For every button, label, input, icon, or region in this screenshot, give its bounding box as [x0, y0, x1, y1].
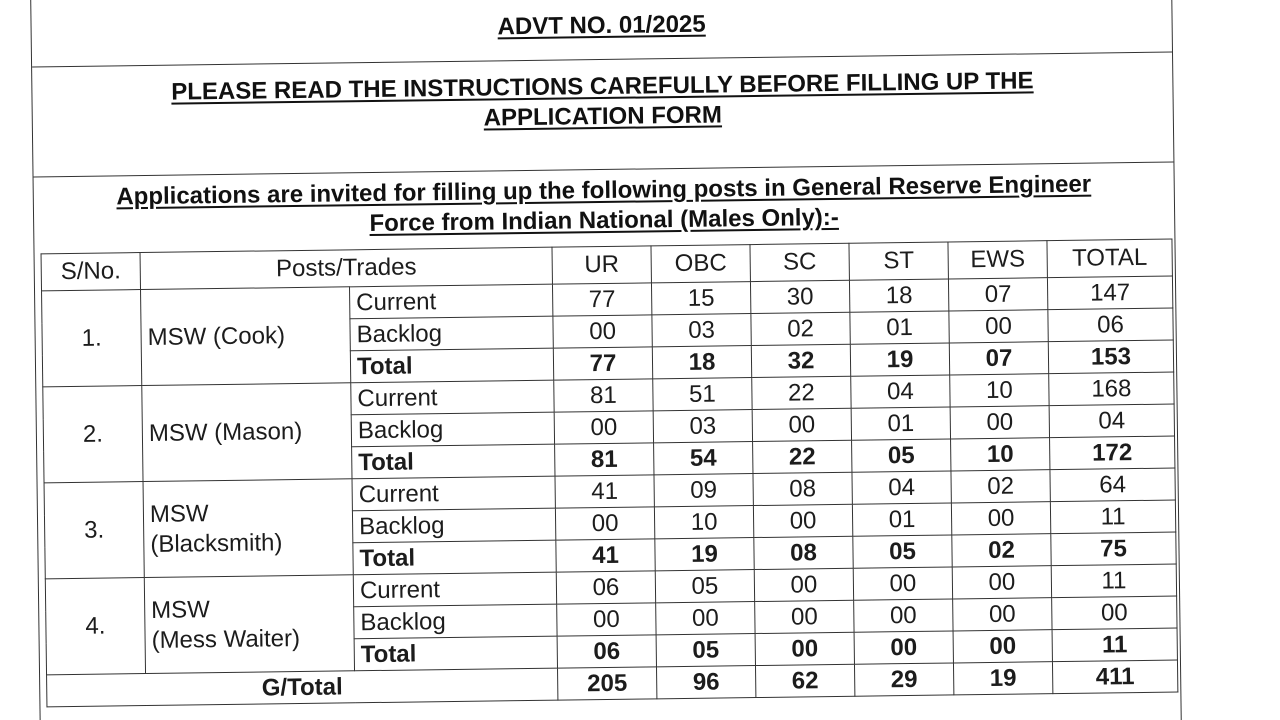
cell-total: 11	[1052, 628, 1177, 662]
cell-sc: 00	[755, 632, 854, 665]
grand-total-sc: 62	[755, 664, 854, 697]
cell-st: 04	[852, 471, 951, 504]
cell-total: 75	[1051, 532, 1176, 566]
post-name	[144, 575, 354, 674]
post-name	[142, 383, 352, 482]
cell-obc: 51	[653, 378, 752, 411]
header-sno: S/No.	[41, 253, 140, 291]
cell-sc: 02	[751, 312, 850, 345]
grand-total-ews: 19	[953, 662, 1052, 695]
header-ews: EWS	[948, 241, 1047, 279]
grand-total-ur: 205	[558, 667, 657, 700]
row-type: Backlog	[350, 316, 553, 351]
advt-number: ADVT NO. 01/2025	[497, 10, 706, 41]
cell-ews: 00	[950, 406, 1049, 439]
grand-total-total: 411	[1052, 660, 1177, 694]
header-total: TOTAL	[1047, 239, 1172, 278]
cell-total: 00	[1052, 596, 1177, 630]
instruction-line-1: PLEASE READ THE INSTRUCTIONS CAREFULLY BEFORE FILLING UP THE	[171, 67, 1034, 106]
cell-ews: 00	[949, 310, 1048, 343]
serial-number: 3.	[44, 482, 144, 579]
cell-sc: 22	[753, 440, 852, 473]
row-type: Total	[354, 636, 557, 671]
cell-sc: 08	[754, 536, 853, 569]
cell-ews: 02	[951, 470, 1050, 503]
cell-total: 153	[1048, 340, 1173, 374]
cell-sc: 30	[750, 280, 849, 313]
cell-sc: 00	[752, 408, 851, 441]
cell-ur: 00	[555, 507, 654, 540]
cell-ur: 00	[557, 603, 656, 636]
cell-obc: 03	[653, 410, 752, 443]
cell-ews: 00	[951, 502, 1050, 535]
header-st: ST	[849, 242, 948, 280]
header-obc: OBC	[651, 245, 750, 283]
cell-obc: 54	[654, 442, 753, 475]
cell-sc: 32	[751, 344, 850, 377]
cell-total: 11	[1050, 500, 1175, 534]
cell-total: 168	[1049, 372, 1174, 406]
grand-total-label: G/Total	[47, 668, 558, 707]
cell-obc: 05	[656, 634, 755, 667]
cell-ur: 81	[555, 443, 654, 476]
cell-ur: 81	[554, 379, 653, 412]
cell-st: 18	[849, 279, 948, 312]
post-name-line-1: MSW	[151, 595, 211, 624]
cell-obc: 19	[655, 538, 754, 571]
cell-total: 172	[1050, 436, 1175, 470]
cell-total: 147	[1047, 276, 1172, 310]
cell-obc: 05	[655, 570, 754, 603]
cell-total: 64	[1050, 468, 1175, 502]
row-type: Backlog	[352, 508, 555, 543]
row-type: Total	[353, 540, 556, 575]
cell-ews: 00	[952, 566, 1051, 599]
cell-st: 00	[854, 599, 953, 632]
cell-obc: 09	[654, 474, 753, 507]
cell-sc: 08	[753, 472, 852, 505]
cell-obc: 18	[652, 346, 751, 379]
row-type: Backlog	[354, 604, 557, 639]
cell-st: 01	[850, 311, 949, 344]
post-name	[143, 479, 353, 578]
cell-sc: 22	[752, 376, 851, 409]
cell-ews: 10	[950, 374, 1049, 407]
row-type: Current	[349, 284, 552, 319]
cell-ur: 06	[557, 635, 656, 668]
cell-obc: 15	[651, 282, 750, 315]
cell-ews: 10	[951, 438, 1050, 471]
intro-line-1: Applications are invited for filling up the following posts in General Reserve Engineer	[116, 170, 1092, 211]
post-name-line-1: MSW	[149, 499, 209, 528]
cell-st: 19	[850, 343, 949, 376]
serial-number: 1.	[42, 290, 142, 387]
post-name-line-2: (Mess Waiter)	[151, 624, 301, 654]
cell-ur: 41	[555, 475, 654, 508]
cell-st: 05	[852, 439, 951, 472]
header-sc: SC	[750, 243, 849, 281]
post-name-line-1: MSW (Cook)	[147, 321, 286, 351]
cell-ews: 02	[952, 534, 1051, 567]
cell-sc: 00	[755, 600, 854, 633]
post-name-line-2: (Blacksmith)	[150, 528, 283, 558]
cell-st: 04	[851, 375, 950, 408]
cell-ur: 41	[556, 539, 655, 572]
post-rows	[42, 276, 1178, 675]
cell-total: 11	[1051, 564, 1176, 598]
notice-sheet	[30, 0, 1182, 720]
cell-ews: 07	[948, 278, 1047, 311]
cell-obc: 03	[652, 314, 751, 347]
row-type: Current	[353, 572, 556, 607]
cell-total: 06	[1048, 308, 1173, 342]
cell-ews: 00	[953, 630, 1052, 663]
intro-line-2: Force from Indian National (Males Only):-	[369, 203, 839, 238]
serial-number: 4.	[45, 578, 145, 675]
cell-ur: 00	[554, 411, 653, 444]
cell-st: 00	[854, 631, 953, 664]
cell-st: 00	[853, 567, 952, 600]
row-type: Backlog	[351, 412, 554, 447]
post-name	[141, 287, 351, 386]
grand-total-st: 29	[854, 663, 953, 696]
cell-sc: 00	[754, 568, 853, 601]
cell-st: 01	[852, 503, 951, 536]
vacancy-table	[41, 239, 1179, 708]
cell-total: 04	[1049, 404, 1174, 438]
serial-number: 2.	[43, 386, 143, 483]
cell-ur: 00	[553, 315, 652, 348]
cell-obc: 10	[654, 506, 753, 539]
instruction-header	[32, 53, 1173, 178]
grand-total-obc: 96	[656, 666, 755, 699]
cell-ur: 06	[556, 571, 655, 604]
post-name-line-1: MSW (Mason)	[148, 417, 303, 447]
row-type: Total	[352, 444, 555, 479]
row-type: Current	[351, 380, 554, 415]
cell-ews: 00	[953, 598, 1052, 631]
cell-st: 05	[853, 535, 952, 568]
header-ur: UR	[552, 246, 651, 284]
cell-ews: 07	[949, 342, 1048, 375]
row-type: Total	[350, 348, 553, 383]
header-posts: Posts/Trades	[140, 247, 552, 289]
instruction-line-2: APPLICATION FORM	[483, 101, 723, 132]
cell-ur: 77	[553, 347, 652, 380]
cell-sc: 00	[753, 504, 852, 537]
cell-ur: 77	[552, 283, 651, 316]
cell-st: 01	[851, 407, 950, 440]
cell-obc: 00	[656, 602, 755, 635]
row-type: Current	[352, 476, 555, 511]
